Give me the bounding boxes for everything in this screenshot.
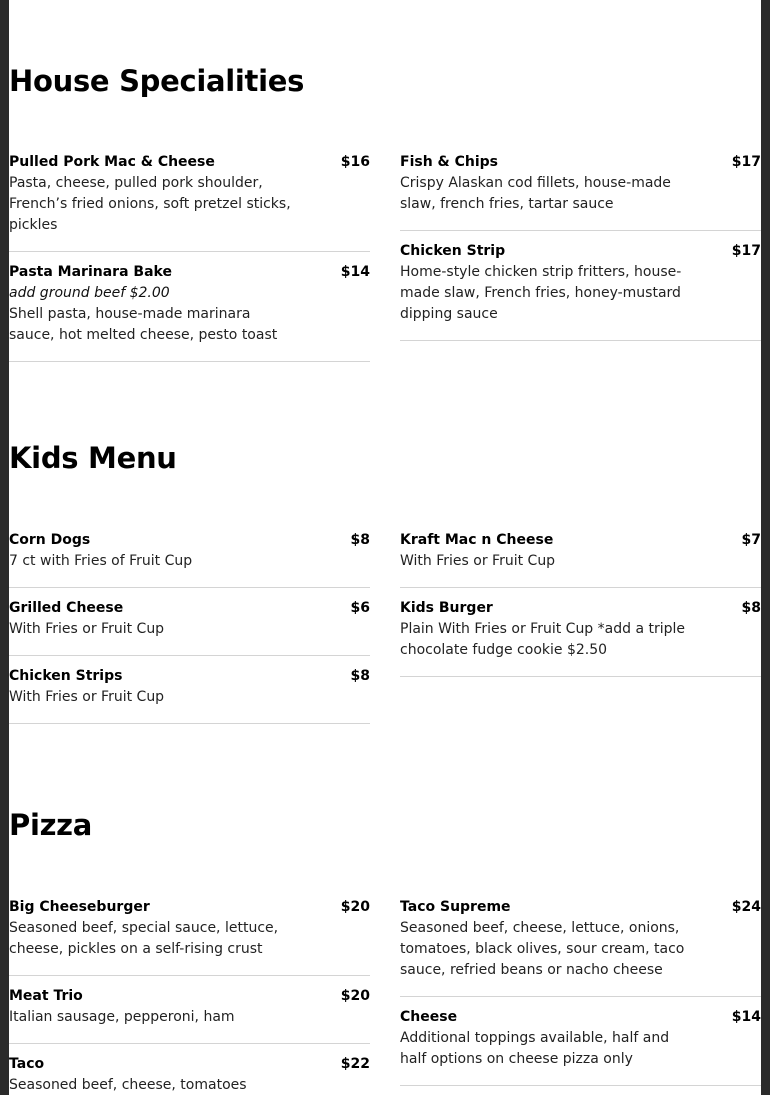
menu-item	[9, 588, 370, 656]
section-title-pizza: Pizza	[9, 808, 93, 842]
menu-item	[9, 530, 370, 588]
right-column	[400, 897, 761, 1086]
item-description: Crispy Alaskan cod fillets, house-made slaw, french fries, tartar sauce	[400, 175, 671, 212]
item-price: $20	[340, 899, 370, 915]
item-price: $8	[350, 668, 370, 684]
item-name: Kids Burger	[400, 600, 493, 616]
menu-item	[9, 152, 370, 252]
item-price: $14	[731, 1009, 761, 1025]
item-name: Pulled Pork Mac & Cheese	[9, 154, 215, 170]
menu-item	[9, 897, 370, 976]
menu-item	[9, 976, 370, 1044]
menu-item	[400, 152, 761, 231]
right-column	[400, 152, 761, 341]
menu-item	[9, 252, 370, 362]
right-border	[761, 0, 770, 1095]
right-column	[400, 530, 761, 677]
item-name: Chicken Strips	[9, 668, 123, 684]
item-description: With Fries or Fruit Cup	[9, 621, 165, 637]
left-border	[0, 0, 9, 1095]
left-column	[9, 152, 370, 362]
item-description: With Fries or Fruit Cup	[9, 689, 165, 705]
left-column	[9, 530, 370, 724]
item-description: Plain With Fries or Fruit Cup *add a triple chocolate fudge cookie $2.50	[400, 621, 686, 658]
menu-item	[400, 897, 761, 997]
item-name: Kraft Mac n Cheese	[400, 532, 554, 548]
item-description: Seasoned beef, special sauce, lettuce, cheese, pickles on a self-rising crust	[9, 920, 279, 957]
item-description: Home-style chicken strip fritters, house-made slaw, French fries, honey-mustard dipping sauce	[400, 264, 682, 322]
menu-item	[400, 530, 761, 588]
item-price: $22	[340, 1056, 370, 1072]
item-name: Meat Trio	[9, 988, 83, 1004]
item-name: Chicken Strip	[400, 243, 506, 259]
item-price: $8	[350, 532, 370, 548]
item-description: Seasoned beef, cheese, tomatoes	[9, 1077, 247, 1093]
item-description: 7 ct with Fries of Fruit Cup	[9, 553, 193, 569]
section-title-house-specialities: House Specialities	[9, 64, 305, 98]
item-name: Taco	[9, 1056, 45, 1072]
item-name: Taco Supreme	[400, 899, 511, 915]
menu-item	[9, 1044, 370, 1095]
menu-item	[400, 588, 761, 677]
item-price: $20	[340, 988, 370, 1004]
item-name: Grilled Cheese	[9, 600, 124, 616]
item-price: $24	[731, 899, 761, 915]
item-name: Fish & Chips	[400, 154, 499, 170]
menu-item	[400, 231, 761, 341]
item-name: Corn Dogs	[9, 532, 91, 548]
item-price: $8	[741, 600, 761, 616]
item-price: $14	[340, 264, 370, 280]
section-title-kids-menu: Kids Menu	[9, 441, 177, 475]
menu-item	[9, 656, 370, 724]
item-description: Additional toppings available, half and half options on cheese pizza only	[400, 1030, 670, 1067]
item-name: Cheese	[400, 1009, 458, 1025]
item-description: Italian sausage, pepperoni, ham	[9, 1009, 235, 1025]
item-price: $17	[731, 243, 761, 259]
menu-item	[400, 997, 761, 1086]
item-price: $16	[340, 154, 370, 170]
item-price: $6	[350, 600, 370, 616]
item-description: With Fries or Fruit Cup	[400, 553, 556, 569]
item-price: $17	[731, 154, 761, 170]
item-description: Seasoned beef, cheese, lettuce, onions, tomatoes, black olives, sour cream, taco sauce, refried beans or nacho cheese	[400, 920, 685, 978]
left-column	[9, 897, 370, 1095]
item-description: Shell pasta, house-made marinara sauce, hot melted cheese, pesto toast	[9, 306, 278, 343]
menu-page	[9, 0, 761, 1095]
item-note: add ground beef $2.00	[9, 285, 170, 301]
item-name: Big Cheeseburger	[9, 899, 150, 915]
item-price: $7	[741, 532, 761, 548]
item-name: Pasta Marinara Bake	[9, 264, 172, 280]
item-description: Pasta, cheese, pulled pork shoulder, French’s fried onions, soft pretzel sticks, pickles	[9, 175, 291, 233]
